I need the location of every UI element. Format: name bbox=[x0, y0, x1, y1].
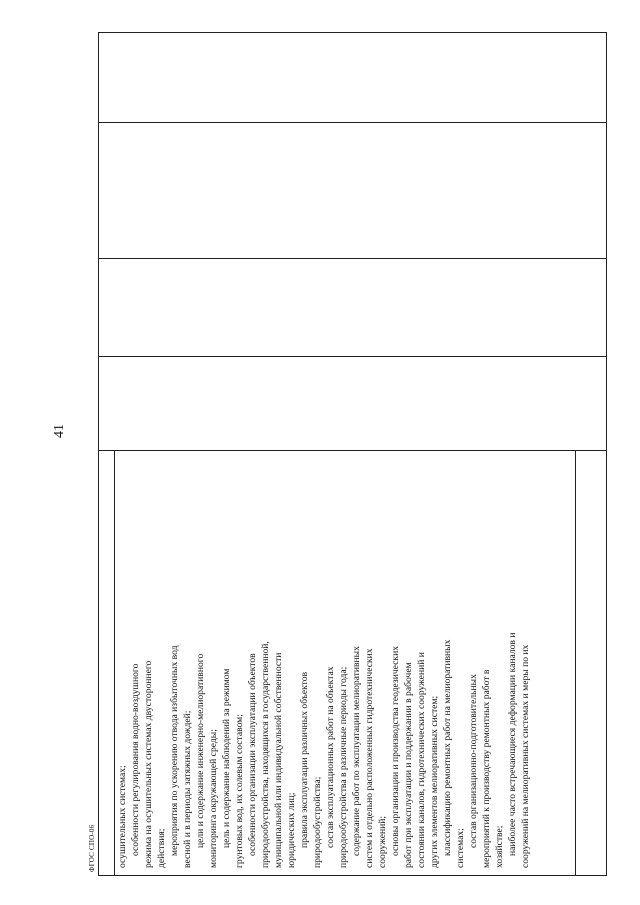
text-line: сооружений на мелиоративных системах и меры по их bbox=[520, 644, 531, 868]
text-line: классификацию ремонтных работ на мелиоративных bbox=[442, 639, 453, 856]
text-line: особенности регулирования водно-воздушного bbox=[130, 663, 141, 856]
column-divider bbox=[98, 356, 607, 357]
document-code: ФГОС СПО-06 bbox=[88, 824, 96, 872]
text-line: юридических лиц; bbox=[286, 792, 297, 868]
text-line: мероприятий к производству ремонтных работ в bbox=[481, 669, 492, 868]
column-divider bbox=[98, 258, 607, 259]
text-line: цель и содержание наблюдений за режимом bbox=[221, 668, 232, 848]
text-line: природообустройства; bbox=[312, 776, 323, 868]
text-line: мониторинга окружающей среды; bbox=[208, 729, 219, 868]
text-line: сооружений; bbox=[377, 815, 388, 868]
text-line: действия; bbox=[156, 828, 167, 868]
content-cell bbox=[114, 454, 574, 872]
text-line: хозяйстве; bbox=[494, 825, 505, 868]
text-line: муниципальной или индивидуальной собственности bbox=[273, 652, 284, 868]
row-divider bbox=[575, 450, 576, 876]
text-line: системах; bbox=[455, 828, 466, 868]
text-line: других элементов мелиоративных систем; bbox=[429, 695, 440, 868]
text-line: особенности организации эксплуатации объектов bbox=[247, 653, 258, 856]
text-line: наиболее часто встречающиеся деформации каналов и bbox=[507, 632, 518, 856]
text-line: состав эксплуатационных работ на объектах bbox=[325, 666, 336, 848]
text-line: осушительных системах; bbox=[117, 765, 128, 868]
text-line: правила эксплуатации различных объектов bbox=[299, 671, 310, 848]
text-line: режима на осушительных системах двустороннего bbox=[143, 660, 154, 868]
text-line: грунтовых вод, их солевым составом; bbox=[234, 714, 245, 868]
text-line: состоянии каналов, гидротехнических сооружений и bbox=[416, 652, 427, 868]
column-divider bbox=[98, 122, 607, 123]
text-line: мероприятия по ускорению отвода избыточных вод bbox=[169, 645, 180, 856]
text-line: систем и отдельно расположенных гидротехнических bbox=[364, 648, 375, 868]
text-line: природообустройства в различные периоды года; bbox=[338, 666, 349, 868]
text-line: цели и содержание инженерно-мелиоративного bbox=[195, 653, 206, 848]
column-divider bbox=[98, 450, 607, 451]
page-number: 41 bbox=[52, 424, 67, 438]
text-line: природообустройства, находящихся в государственной, bbox=[260, 641, 271, 868]
text-line: содержание работ по эксплуатации мелиоративных bbox=[351, 646, 362, 856]
text-line: состав организационно-подготовительных bbox=[468, 674, 479, 848]
text-line: основы организации и производства геодезических bbox=[390, 645, 401, 856]
text-line: весной и в периоды затяжных дождей; bbox=[182, 710, 193, 868]
text-line: работ при эксплуатации и поддержании в рабочем bbox=[403, 662, 414, 868]
